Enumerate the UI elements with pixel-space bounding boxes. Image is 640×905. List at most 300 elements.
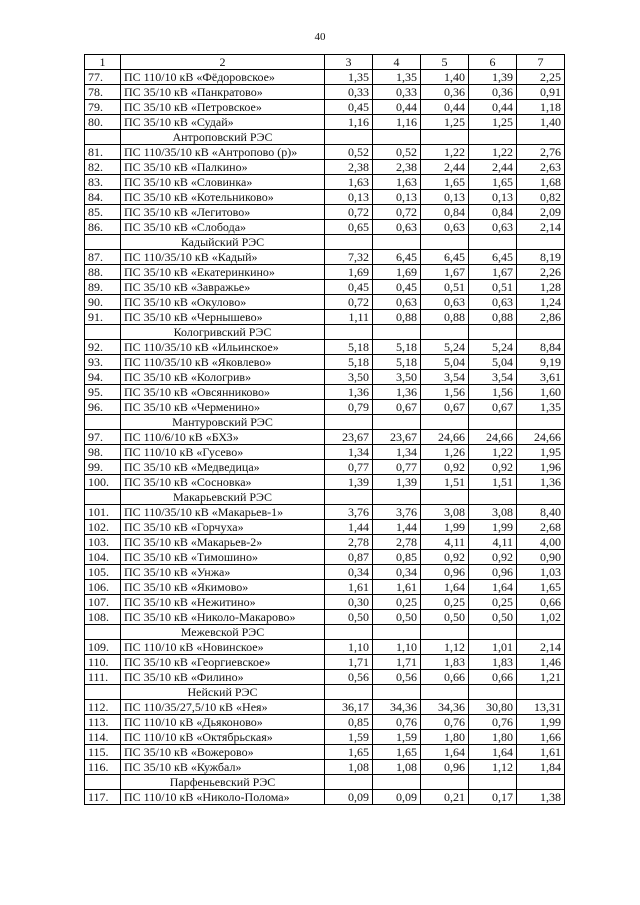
empty-cell (517, 235, 565, 250)
value-cell-col4: 0,77 (373, 460, 421, 475)
substation-name-cell: ПС 110/35/10 кВ «Яковлево» (121, 355, 325, 370)
empty-cell (421, 625, 469, 640)
value-cell-col6: 1,64 (469, 580, 517, 595)
table-row (85, 790, 565, 805)
page-number: 40 (314, 31, 326, 43)
value-cell-col3: 1,69 (325, 265, 373, 280)
value-cell-col4: 1,65 (373, 745, 421, 760)
empty-cell (325, 625, 373, 640)
empty-cell (469, 235, 517, 250)
value-cell-col3: 1,10 (325, 640, 373, 655)
table-row (85, 670, 565, 685)
value-cell-col3: 1,34 (325, 445, 373, 460)
value-cell-col3: 5,18 (325, 340, 373, 355)
value-cell-col3: 0,65 (325, 220, 373, 235)
substation-name-cell: ПС 35/10 кВ «Судай» (121, 115, 325, 130)
district-title: Антроповский РЭС (121, 130, 325, 145)
district-title: Макарьевский РЭС (121, 490, 325, 505)
value-cell-col6: 0,66 (469, 670, 517, 685)
value-cell-col7: 2,68 (517, 520, 565, 535)
row-number-cell (85, 325, 121, 340)
table-row (85, 340, 565, 355)
empty-cell (373, 490, 421, 505)
value-cell-col7: 9,19 (517, 355, 565, 370)
empty-cell (373, 775, 421, 790)
value-cell-col7: 1,21 (517, 670, 565, 685)
table-row (85, 730, 565, 745)
value-cell-col7: 1,66 (517, 730, 565, 745)
row-number-cell: 98. (85, 445, 121, 460)
table-row (85, 310, 565, 325)
value-cell-col7: 1,18 (517, 100, 565, 115)
value-cell-col3: 0,34 (325, 565, 373, 580)
substation-name-cell: ПС 110/35/10 кВ «Антропово (р)» (121, 145, 325, 160)
value-cell-col6: 1,56 (469, 385, 517, 400)
empty-cell (325, 325, 373, 340)
table-row (85, 580, 565, 595)
value-cell-col7: 1,60 (517, 385, 565, 400)
value-cell-col6: 1,65 (469, 175, 517, 190)
value-cell-col5: 1,56 (421, 385, 469, 400)
value-cell-col3: 0,33 (325, 85, 373, 100)
value-cell-col6: 1,99 (469, 520, 517, 535)
row-number-cell: 101. (85, 505, 121, 520)
value-cell-col5: 0,63 (421, 295, 469, 310)
value-cell-col4: 3,76 (373, 505, 421, 520)
table-row (85, 640, 565, 655)
value-cell-col5: 1,99 (421, 520, 469, 535)
value-cell-col3: 1,65 (325, 745, 373, 760)
value-cell-col5: 0,21 (421, 790, 469, 805)
value-cell-col5: 1,25 (421, 115, 469, 130)
value-cell-col5: 0,44 (421, 100, 469, 115)
value-cell-col5: 1,40 (421, 70, 469, 85)
empty-cell (421, 490, 469, 505)
value-cell-col6: 0,36 (469, 85, 517, 100)
value-cell-col5: 5,24 (421, 340, 469, 355)
empty-cell (469, 325, 517, 340)
substation-name-cell: ПС 35/10 кВ «Екатеринкино» (121, 265, 325, 280)
empty-cell (373, 685, 421, 700)
value-cell-col7: 1,96 (517, 460, 565, 475)
substation-load-table (84, 54, 565, 805)
value-cell-col5: 6,45 (421, 250, 469, 265)
value-cell-col3: 1,16 (325, 115, 373, 130)
value-cell-col3: 3,76 (325, 505, 373, 520)
value-cell-col4: 1,36 (373, 385, 421, 400)
table-row (85, 595, 565, 610)
value-cell-col6: 1,01 (469, 640, 517, 655)
substation-name-cell: ПС 35/10 кВ «Тимошино» (121, 550, 325, 565)
substation-name-cell: ПС 110/10 кВ «Гусево» (121, 445, 325, 460)
empty-cell (517, 625, 565, 640)
table-body (85, 55, 565, 805)
value-cell-col3: 1,36 (325, 385, 373, 400)
value-cell-col5: 3,54 (421, 370, 469, 385)
value-cell-col3: 0,52 (325, 145, 373, 160)
row-number-cell (85, 415, 121, 430)
empty-cell (325, 415, 373, 430)
value-cell-col4: 5,18 (373, 340, 421, 355)
value-cell-col4: 0,34 (373, 565, 421, 580)
value-cell-col4: 0,13 (373, 190, 421, 205)
empty-cell (469, 625, 517, 640)
value-cell-col6: 0,50 (469, 610, 517, 625)
value-cell-col5: 1,64 (421, 745, 469, 760)
substation-name-cell: ПС 110/10 кВ «Фёдоровское» (121, 70, 325, 85)
table-row (85, 445, 565, 460)
empty-cell (325, 235, 373, 250)
value-cell-col6: 24,66 (469, 430, 517, 445)
table-row (85, 475, 565, 490)
value-cell-col6: 0,76 (469, 715, 517, 730)
column-header: 1 (85, 55, 121, 70)
row-number-cell: 102. (85, 520, 121, 535)
value-cell-col3: 0,30 (325, 595, 373, 610)
value-cell-col5: 1,64 (421, 580, 469, 595)
row-number-cell: 106. (85, 580, 121, 595)
value-cell-col7: 3,61 (517, 370, 565, 385)
value-cell-col7: 1,68 (517, 175, 565, 190)
substation-name-cell: ПС 35/10 кВ «Филино» (121, 670, 325, 685)
table-row (85, 715, 565, 730)
row-number-cell: 111. (85, 670, 121, 685)
value-cell-col3: 3,50 (325, 370, 373, 385)
empty-cell (517, 685, 565, 700)
table-row (85, 250, 565, 265)
row-number-cell: 103. (85, 535, 121, 550)
value-cell-col5: 0,66 (421, 670, 469, 685)
value-cell-col6: 5,24 (469, 340, 517, 355)
row-number-cell (85, 625, 121, 640)
column-header: 7 (517, 55, 565, 70)
value-cell-col5: 3,08 (421, 505, 469, 520)
substation-name-cell: ПС 35/10 кВ «Петровское» (121, 100, 325, 115)
substation-name-cell: ПС 35/10 кВ «Георгиевское» (121, 655, 325, 670)
empty-cell (517, 490, 565, 505)
substation-name-cell: ПС 35/10 кВ «Овсянниково» (121, 385, 325, 400)
value-cell-col3: 0,72 (325, 205, 373, 220)
value-cell-col4: 1,10 (373, 640, 421, 655)
value-cell-col6: 0,17 (469, 790, 517, 805)
substation-name-cell: ПС 110/10 кВ «Николо-Полома» (121, 790, 325, 805)
value-cell-col4: 23,67 (373, 430, 421, 445)
substation-name-cell: ПС 35/10 кВ «Кологрив» (121, 370, 325, 385)
empty-cell (469, 490, 517, 505)
empty-cell (373, 415, 421, 430)
value-cell-col7: 2,14 (517, 220, 565, 235)
row-number-cell: 104. (85, 550, 121, 565)
row-number-cell: 89. (85, 280, 121, 295)
value-cell-col7: 1,24 (517, 295, 565, 310)
value-cell-col6: 1,64 (469, 745, 517, 760)
substation-name-cell: ПС 35/10 кВ «Палкино» (121, 160, 325, 175)
column-number-header-row (85, 55, 565, 70)
value-cell-col6: 0,67 (469, 400, 517, 415)
substation-name-cell: ПС 35/10 кВ «Завражье» (121, 280, 325, 295)
substation-name-cell: ПС 35/10 кВ «Горчуха» (121, 520, 325, 535)
district-group-row (85, 130, 565, 145)
table-row (85, 655, 565, 670)
value-cell-col4: 6,45 (373, 250, 421, 265)
table-row (85, 385, 565, 400)
value-cell-col4: 1,35 (373, 70, 421, 85)
value-cell-col5: 1,83 (421, 655, 469, 670)
value-cell-col4: 1,71 (373, 655, 421, 670)
value-cell-col3: 0,77 (325, 460, 373, 475)
district-title: Кологривский РЭС (121, 325, 325, 340)
value-cell-col7: 2,14 (517, 640, 565, 655)
substation-name-cell: ПС 110/10 кВ «Октябрьская» (121, 730, 325, 745)
table-row (85, 400, 565, 415)
table-row (85, 280, 565, 295)
row-number-cell: 86. (85, 220, 121, 235)
empty-cell (325, 685, 373, 700)
district-title: Кадыйский РЭС (121, 235, 325, 250)
table-row (85, 205, 565, 220)
row-number-cell (85, 490, 121, 505)
value-cell-col5: 1,80 (421, 730, 469, 745)
substation-name-cell: ПС 110/35/27,5/10 кВ «Нея» (121, 700, 325, 715)
value-cell-col6: 0,84 (469, 205, 517, 220)
value-cell-col4: 1,63 (373, 175, 421, 190)
value-cell-col5: 0,51 (421, 280, 469, 295)
value-cell-col7: 1,02 (517, 610, 565, 625)
value-cell-col6: 4,11 (469, 535, 517, 550)
row-number-cell: 112. (85, 700, 121, 715)
empty-cell (421, 130, 469, 145)
row-number-cell: 88. (85, 265, 121, 280)
value-cell-col7: 1,35 (517, 400, 565, 415)
row-number-cell (85, 685, 121, 700)
value-cell-col7: 1,40 (517, 115, 565, 130)
value-cell-col5: 4,11 (421, 535, 469, 550)
value-cell-col7: 2,25 (517, 70, 565, 85)
value-cell-col5: 1,65 (421, 175, 469, 190)
substation-name-cell: ПС 35/10 кВ «Черменино» (121, 400, 325, 415)
value-cell-col7: 2,63 (517, 160, 565, 175)
empty-cell (421, 685, 469, 700)
table-row (85, 370, 565, 385)
row-number-cell: 83. (85, 175, 121, 190)
value-cell-col6: 1,22 (469, 445, 517, 460)
value-cell-col7: 1,61 (517, 745, 565, 760)
row-number-cell: 91. (85, 310, 121, 325)
table-row (85, 220, 565, 235)
value-cell-col5: 34,36 (421, 700, 469, 715)
value-cell-col3: 0,45 (325, 280, 373, 295)
value-cell-col5: 0,96 (421, 760, 469, 775)
empty-cell (325, 775, 373, 790)
row-number-cell: 93. (85, 355, 121, 370)
value-cell-col6: 0,96 (469, 565, 517, 580)
value-cell-col7: 1,38 (517, 790, 565, 805)
value-cell-col4: 2,38 (373, 160, 421, 175)
value-cell-col6: 0,92 (469, 550, 517, 565)
value-cell-col6: 0,63 (469, 295, 517, 310)
substation-name-cell: ПС 110/10 кВ «Дьяконово» (121, 715, 325, 730)
row-number-cell: 96. (85, 400, 121, 415)
value-cell-col5: 0,67 (421, 400, 469, 415)
value-cell-col5: 0,13 (421, 190, 469, 205)
substation-name-cell: ПС 35/10 кВ «Якимово» (121, 580, 325, 595)
empty-cell (517, 415, 565, 430)
table-row (85, 175, 565, 190)
row-number-cell: 109. (85, 640, 121, 655)
column-header: 6 (469, 55, 517, 70)
value-cell-col7: 8,19 (517, 250, 565, 265)
empty-cell (373, 130, 421, 145)
value-cell-col4: 1,39 (373, 475, 421, 490)
value-cell-col6: 30,80 (469, 700, 517, 715)
value-cell-col6: 6,45 (469, 250, 517, 265)
substation-name-cell: ПС 35/10 кВ «Сосновка» (121, 475, 325, 490)
substation-name-cell: ПС 35/10 кВ «Слобода» (121, 220, 325, 235)
value-cell-col4: 0,33 (373, 85, 421, 100)
column-header: 4 (373, 55, 421, 70)
value-cell-col7: 2,09 (517, 205, 565, 220)
column-header: 5 (421, 55, 469, 70)
value-cell-col4: 0,63 (373, 220, 421, 235)
empty-cell (421, 235, 469, 250)
row-number-cell: 108. (85, 610, 121, 625)
value-cell-col5: 0,50 (421, 610, 469, 625)
table-row (85, 745, 565, 760)
table-row (85, 355, 565, 370)
value-cell-col7: 1,99 (517, 715, 565, 730)
value-cell-col4: 5,18 (373, 355, 421, 370)
value-cell-col3: 1,08 (325, 760, 373, 775)
table-row (85, 85, 565, 100)
empty-cell (325, 130, 373, 145)
row-number-cell: 95. (85, 385, 121, 400)
substation-name-cell: ПС 110/35/10 кВ «Кадый» (121, 250, 325, 265)
value-cell-col5: 0,25 (421, 595, 469, 610)
row-number-cell (85, 235, 121, 250)
table-row (85, 505, 565, 520)
value-cell-col6: 0,25 (469, 595, 517, 610)
value-cell-col6: 3,08 (469, 505, 517, 520)
value-cell-col5: 2,44 (421, 160, 469, 175)
value-cell-col5: 5,04 (421, 355, 469, 370)
table-row (85, 430, 565, 445)
row-number-cell (85, 775, 121, 790)
empty-cell (517, 130, 565, 145)
value-cell-col3: 0,79 (325, 400, 373, 415)
value-cell-col3: 1,11 (325, 310, 373, 325)
value-cell-col7: 0,66 (517, 595, 565, 610)
district-group-row (85, 685, 565, 700)
value-cell-col5: 24,66 (421, 430, 469, 445)
row-number-cell: 105. (85, 565, 121, 580)
district-title: Межевской РЭС (121, 625, 325, 640)
table-row (85, 460, 565, 475)
substation-name-cell: ПС 35/10 кВ «Медведица» (121, 460, 325, 475)
empty-cell (469, 775, 517, 790)
substation-name-cell: ПС 35/10 кВ «Макарьев-2» (121, 535, 325, 550)
value-cell-col3: 2,38 (325, 160, 373, 175)
value-cell-col4: 0,50 (373, 610, 421, 625)
value-cell-col4: 1,59 (373, 730, 421, 745)
row-number-cell: 99. (85, 460, 121, 475)
value-cell-col6: 5,04 (469, 355, 517, 370)
empty-cell (373, 325, 421, 340)
table-row (85, 760, 565, 775)
table-row (85, 70, 565, 85)
district-group-row (85, 625, 565, 640)
row-number-cell: 114. (85, 730, 121, 745)
row-number-cell: 84. (85, 190, 121, 205)
table-row (85, 610, 565, 625)
value-cell-col6: 1,25 (469, 115, 517, 130)
row-number-cell: 90. (85, 295, 121, 310)
value-cell-col4: 0,45 (373, 280, 421, 295)
value-cell-col3: 1,44 (325, 520, 373, 535)
value-cell-col4: 0,52 (373, 145, 421, 160)
value-cell-col6: 1,51 (469, 475, 517, 490)
value-cell-col7: 2,76 (517, 145, 565, 160)
table-row (85, 190, 565, 205)
value-cell-col4: 1,16 (373, 115, 421, 130)
value-cell-col5: 1,51 (421, 475, 469, 490)
substation-name-cell: ПС 35/10 кВ «Николо-Макарово» (121, 610, 325, 625)
substation-name-cell: ПС 35/10 кВ «Легитово» (121, 205, 325, 220)
row-number-cell: 97. (85, 430, 121, 445)
substation-name-cell: ПС 35/10 кВ «Нежитино» (121, 595, 325, 610)
substation-name-cell: ПС 35/10 кВ «Панкратово» (121, 85, 325, 100)
value-cell-col3: 0,50 (325, 610, 373, 625)
value-cell-col5: 0,88 (421, 310, 469, 325)
value-cell-col6: 1,39 (469, 70, 517, 85)
row-number-cell: 81. (85, 145, 121, 160)
value-cell-col7: 1,36 (517, 475, 565, 490)
value-cell-col7: 2,26 (517, 265, 565, 280)
district-group-row (85, 490, 565, 505)
district-title: Нейский РЭС (121, 685, 325, 700)
row-number-cell: 107. (85, 595, 121, 610)
value-cell-col7: 24,66 (517, 430, 565, 445)
substation-name-cell: ПС 110/10 кВ «Новинское» (121, 640, 325, 655)
value-cell-col7: 13,31 (517, 700, 565, 715)
value-cell-col3: 36,17 (325, 700, 373, 715)
substation-name-cell: ПС 35/10 кВ «Чернышево» (121, 310, 325, 325)
value-cell-col6: 0,63 (469, 220, 517, 235)
table-row (85, 115, 565, 130)
value-cell-col7: 1,28 (517, 280, 565, 295)
value-cell-col7: 8,84 (517, 340, 565, 355)
value-cell-col6: 3,54 (469, 370, 517, 385)
value-cell-col6: 0,88 (469, 310, 517, 325)
value-cell-col3: 1,59 (325, 730, 373, 745)
row-number-cell: 110. (85, 655, 121, 670)
value-cell-col4: 0,76 (373, 715, 421, 730)
value-cell-col5: 1,26 (421, 445, 469, 460)
value-cell-col5: 1,22 (421, 145, 469, 160)
column-header: 2 (121, 55, 325, 70)
table-row (85, 550, 565, 565)
value-cell-col4: 0,85 (373, 550, 421, 565)
table-row (85, 265, 565, 280)
empty-cell (421, 775, 469, 790)
value-cell-col4: 1,34 (373, 445, 421, 460)
empty-cell (469, 130, 517, 145)
value-cell-col5: 1,12 (421, 640, 469, 655)
value-cell-col4: 0,67 (373, 400, 421, 415)
row-number-cell: 87. (85, 250, 121, 265)
value-cell-col3: 0,09 (325, 790, 373, 805)
value-cell-col4: 0,72 (373, 205, 421, 220)
value-cell-col4: 1,44 (373, 520, 421, 535)
